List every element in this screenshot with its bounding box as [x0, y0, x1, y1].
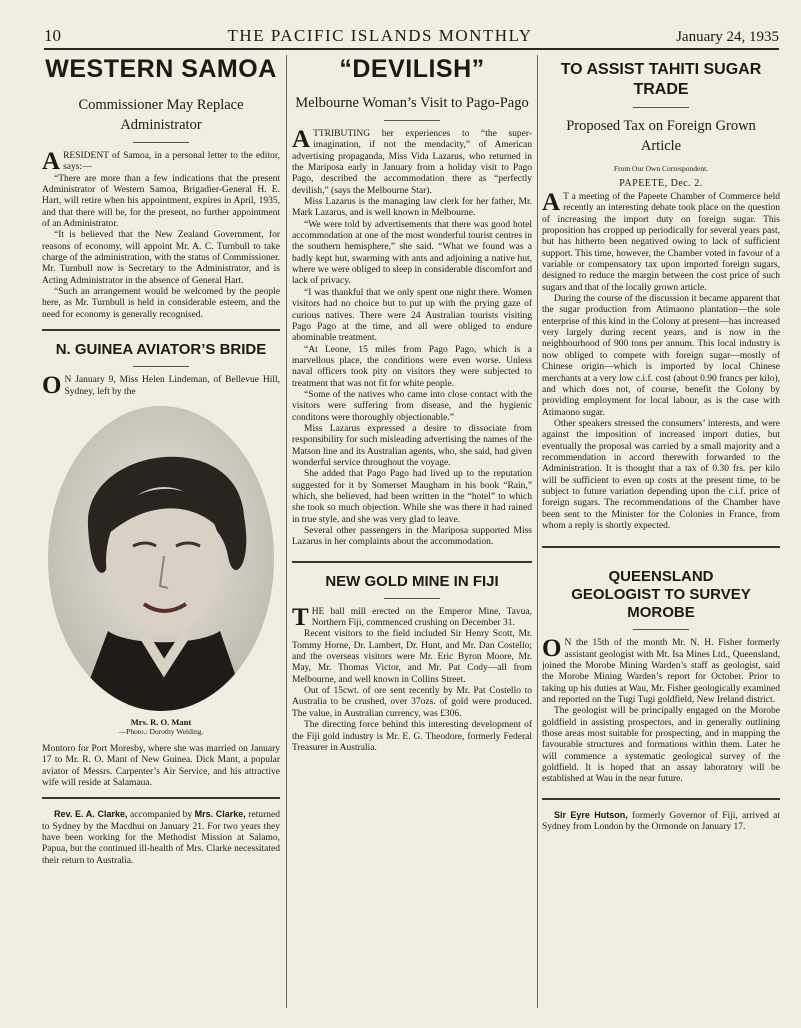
tahiti-headline: TO ASSIST TAHITI SUGAR TRADE	[560, 61, 762, 98]
tahiti-subheadline: Proposed Tax on Foreign Grown Article	[566, 118, 756, 154]
devilish-para: Miss Lazarus is the managing law clerk for her father, Mr. Mark Lazarus, and is well known in Melbourne.	[292, 197, 532, 219]
devilish-para: “At Leone, 15 miles from Pago Pago, which is a marvellous place, the conditions were even worse. Unless naval officers took pity on visitors they were subjected to treatment that was not fit for white people.	[292, 344, 532, 389]
samoa-headline: WESTERN SAMOA	[45, 55, 277, 83]
dateline: PAPEETE, Dec. 2.	[619, 178, 703, 189]
column-middle	[292, 55, 532, 1014]
devilish-para: She added that Pago Pago had lived up to the reputation suggested for it by Somerset Maugham in his book “Rain,” which, she believed, had been written in the “hotel” to which she took so much objection. While she was there it had rained in true style, and she was very glad to leave.	[292, 469, 532, 525]
tahiti-para: During the course of the discussion it became apparent that the sugar production from Atimaono plantation—the sole enterprise of this kind in the Colony at present—has increased very largely during recent years, and is now in the neighbourhood of 900 tons per annum. This local industry is now obliged to compete with foreign sugar—mostly of Chinese origin—which is imported by local Chinese merchants at a very low c.i.f. cost (about 0.90 francs per kilo), and which does not, of course, benefit the Colony by providing employment for local labour, as is the case with Atimaono sugar.	[542, 294, 780, 418]
divider	[133, 142, 189, 143]
samoa-para: “There are more than a few indications that the present Administrator of Western Samoa, Brigadier-General H. E. Hart, will retire when his appointment, expires in April, 1935, and that there will be, for the present, no further appointment of an Administrator.	[42, 173, 280, 230]
devilish-para: ATTRIBUTING her experiences to “the super-imagination, if not the mendacity,” of American advertising propaganda, Miss Vida Lazarus, who returned in the Mariposa early in January from a holiday visit to Pago Pago, described the accommodation there as “perfectly devilish,” (says the Melbourne Star).	[292, 126, 532, 196]
portrait-image	[48, 406, 274, 711]
devilish-para: “I was thankful that we only spent one night there. Women visitors had no choice but to put up with the prying gaze of curious natives. There were 24 Australian tourists visiting Pago Pago at the time, and all were obliged to endure abominable treatment.	[292, 287, 532, 344]
column-right	[542, 55, 780, 1014]
samoa-para: “It is believed that the New Zealand Government, for reasons of economy, will appoint Mr. A. C. Turnbull to take charge of the administration, with the status of Commissioner. Mr. Turnbull now is Secretary to the Administrator, and is Acting Administrator in the absence of General Hart.	[42, 230, 280, 286]
hutson-note: Sir Eyre Hutson, formerly Governor of Fiji, arrived at Sydney from London by the Ormonde on January 17.	[542, 809, 780, 833]
masthead: THE PACIFIC ISLANDS MONTHLY	[227, 26, 533, 45]
goldmine-para: Out of 15cwt. of ore sent recently by Mr. Pat Costello to Australia to be crushed, over 37ozs. of gold were produced. The value, in Australian currency, was £306.	[292, 686, 532, 719]
goldmine-para: Recent visitors to the field included Sir Henry Scott, Mr. Tommy Horne, Dr. Lambert, Dr. Hunt, and Mr. Dan Costello; and the overseas visitors were Mr. Eric Byron Moore, Mr. May, Mr. Thomas Victor, and Mr. Pat Cody—all from Melbourne, and well known in Collins Street.	[292, 629, 532, 685]
devilish-para: Several other passengers in the Mariposa supported Miss Lazarus in her complaints about the accommodation.	[292, 526, 532, 548]
divider	[133, 366, 189, 367]
divider	[633, 107, 689, 108]
section-rule	[42, 329, 280, 331]
clarke-note: Rev. E. A. Clarke, accompanied by Mrs. Clarke, returned to Sydney by the Macdhui on January 21. For two years they have been working for the Methodist Mission at Salamo, Papua, but the continued ill-health of Mrs. Clarke necessitated their return to Australia.	[42, 809, 280, 866]
devilish-para: Miss Lazarus expressed a desire to dissociate from responsibility for such misleading advertising the names of the Matson line and its Australian agents, who, she said, had given wonderful service throughout the voyage.	[292, 423, 532, 468]
divider	[384, 120, 440, 121]
goldmine-para: The directing force behind this interesting development of the Fiji gold industry is Mr. E. G. Theodore, formerly Federal Treasurer in Australia.	[292, 720, 532, 753]
divider	[633, 629, 689, 630]
page-number: 10	[44, 26, 61, 45]
tahiti-para: A T a meeting of the Papeete Chamber of Commerce held recently an interesting debate took place on the question of increasing the import duty on foreign sugar. This proposition has cropped up periodically for several years past, but has hitherto been negatived owing to lack of sufficient support. This time, however, the Chamber voted in favour of a variable or compensatory tax upon imported foreign sugars, designed to reduce the margin between the cost price of such sugars and that of the locally grown article.	[542, 189, 780, 293]
geologist-body	[542, 635, 780, 785]
photo-caption: Mrs. R. O. Mant	[130, 716, 192, 727]
column-rule	[537, 55, 538, 1008]
bride-para: O N January 9, Miss Helen Lindeman, of Bellevue Hill, Sydney, left by the	[42, 372, 280, 400]
tahiti-para: Other speakers stressed the consumers’ interests, and were against the imposition of increased import duties, but eventually the proposal was carried by a small majority and a recommendation in accord therewith forwarded to the Administration. It is thought that a tax of 0.30 frs. per kilo will be sufficient to even up costs at the present time, to be subject to future variation depending upon the c.i.f. price of foreign sugars. The recommendations of the Chamber have been sent to the Minister for the Colonies in France, from whom a reply is shortly expected.	[542, 418, 780, 531]
goldmine-para: THE ball mill erected on the Emperor Mine, Tavua, Northern Fiji, commenced crushing on December 31.	[292, 603, 532, 631]
drop-cap: A	[542, 189, 561, 216]
drop-cap: O	[42, 372, 62, 400]
samoa-para: A RESIDENT of Samoa, in a personal letter to the editor, says:—	[42, 148, 280, 175]
bride-para: Montoro for Port Moresby, where she was married on January 17 to Mr. R. O. Mant of New Guinea. Dick Mant, a popular aviator of Messrs. Carpenter’s Air Service, and his attractive wife will reside at Salamaua.	[42, 743, 280, 788]
section-rule	[292, 561, 532, 563]
column-rule	[286, 55, 287, 1008]
byline: From Our Own Correspondent.	[613, 164, 709, 173]
photo-credit: —Photo.: Dorothy Welding.	[118, 726, 204, 736]
samoa-para: “Such an arrangement would be welcomed by the people here, as Mr. Turnbull is held in considerable esteem, and the need for economy is generally recognised.	[42, 287, 280, 320]
section-rule	[42, 797, 280, 799]
section-rule	[542, 798, 780, 800]
geologist-para: The geologist will be principally engaged on the Morobe goldfield in assisting prospectors, and in generally outlining those areas most suitable for prospecting, and in mapping the favourable structures and formations within them. Later he will commence a systematic geological survey of the goldfield. It is hoped that an assay laboratory will be established at Wau in the near future.	[542, 706, 780, 785]
portrait-photo	[48, 406, 274, 711]
issue-date: January 24, 1935	[676, 29, 779, 45]
samoa-subheadline: Commissioner May Replace Administrator	[78, 97, 244, 133]
page-header	[44, 20, 779, 50]
devilish-headline: “DEVILISH”	[339, 55, 485, 83]
drop-cap: T	[292, 603, 309, 631]
devilish-para: “Some of the natives who came into close contact with the visitors were suffering from disease, and the hygienic conditons were thoroughly objectionable.”	[292, 389, 532, 423]
bride-headline: N. GUINEA AVIATOR’S BRIDE	[55, 341, 267, 359]
geologist-para: O N the 15th of the month Mr. N. H. Fisher formerly assistant geologist with Mt. Isa Mines Ltd., Queensland, joined the Morobe Mining Warden’s staff as geologist, said the Morobe Mining Warden’s report for October. Prior to taking up his duties at Wau, Mr. Fisher geologically examined and reported on the Tugi Tugi goldfield, New Ireland district.	[542, 635, 780, 706]
divider	[384, 598, 440, 599]
devilish-body	[292, 126, 532, 549]
section-rule	[542, 546, 780, 548]
goldmine-body	[292, 603, 532, 754]
goldmine-headline: NEW GOLD MINE IN FIJI	[325, 572, 499, 590]
devilish-para: “We were told by advertisements that there was good hotel accommodation at one of the most wonderful tourist centres in the southern hemisphere,” she said. “What we found was a badly kept hut, swarming with ants and adjoining a native hut, where we were obliged to sleep in considerable discomfort and lack of privacy.	[292, 219, 532, 287]
tahiti-body	[542, 189, 780, 532]
drop-cap: A	[42, 148, 61, 175]
drop-cap: O	[542, 635, 562, 663]
column-left	[42, 55, 280, 1014]
geologist-headline: QUEENSLAND GEOLOGIST TO SURVEY MOROBE	[571, 568, 751, 622]
drop-cap: A	[292, 126, 311, 153]
devilish-subheadline: Melbourne Woman’s Visit to Pago-Pago	[295, 95, 529, 111]
